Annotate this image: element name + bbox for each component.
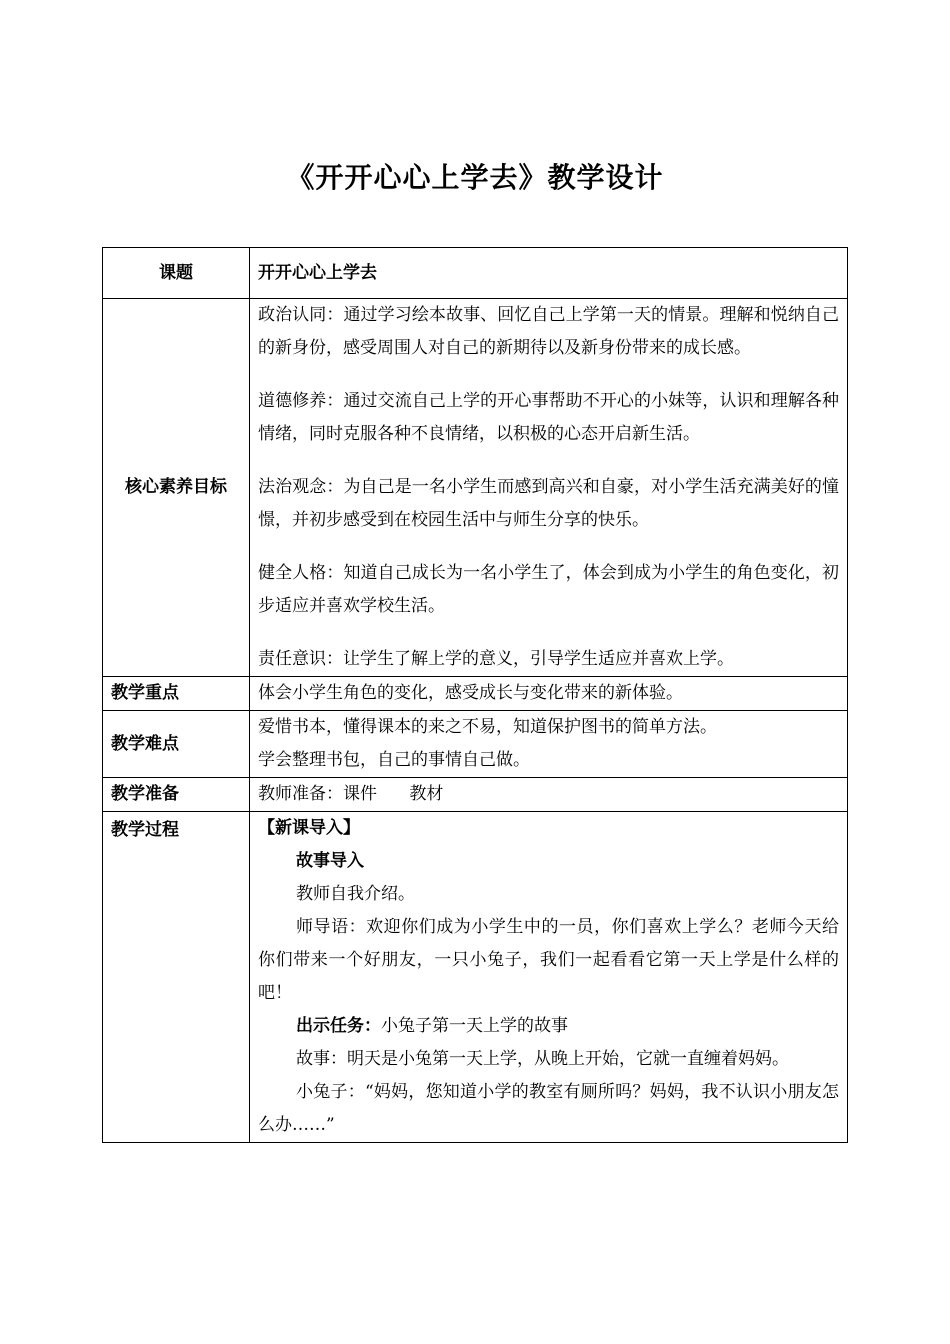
task-text: 小兔子第一天上学的故事	[381, 1016, 568, 1036]
key-points-label: 教学重点	[103, 677, 250, 711]
preparation-value: 教师准备：课件 教材	[250, 778, 848, 812]
table-row-process	[103, 812, 848, 1143]
sub-heading: 故事导入	[296, 851, 364, 871]
goal-political: 政治认同：通过学习绘本故事、回忆自己上学第一天的情景。理解和悦纳自己的新身份，感受周围人对自己的新期待以及新身份带来的成长感。	[258, 305, 839, 358]
guide-line: 师导语：欢迎你们成为小学生中的一员，你们喜欢上学么？老师今天给你们带来一个好朋友，一只小兔子，我们一起看看它第一天上学是什么样的吧！	[258, 917, 839, 1003]
goals-content	[250, 299, 848, 677]
story-line: 故事：明天是小兔第一天上学，从晚上开始，它就一直缠着妈妈。	[296, 1049, 789, 1069]
goal-responsibility: 责任意识：让学生了解上学的意义，引导学生适应并喜欢上学。	[258, 649, 734, 669]
task-line	[258, 1010, 839, 1043]
topic-value: 开开心心上学去	[250, 248, 848, 299]
lesson-plan-table	[102, 247, 848, 1143]
goal-personality: 健全人格：知道自己成长为一名小学生了，体会到成为小学生的角色变化，初步适应并喜欢学校生活。	[258, 563, 839, 616]
process-label: 教学过程	[103, 812, 250, 1143]
preparation-label: 教学准备	[103, 778, 250, 812]
difficulties-content	[250, 711, 848, 778]
goal-law: 法治观念：为自己是一名小学生而感到高兴和自豪，对小学生活充满美好的憧憬，并初步感受到在校园生活中与师生分享的快乐。	[258, 477, 839, 530]
rabbit-quote: 小兔子：“妈妈，您知道小学的教室有厕所吗？妈妈，我不认识小朋友怎么办……”	[258, 1082, 839, 1135]
table-row-key-points	[103, 677, 848, 711]
table-row-difficulties	[103, 711, 848, 778]
goal-moral: 道德修养：通过交流自己上学的开心事帮助不开心的小妹等，认识和理解各种情绪，同时克服各种不良情绪，以积极的心态开启新生活。	[258, 391, 839, 444]
difficulty-line: 学会整理书包，自己的事情自己做。	[258, 750, 530, 770]
difficulty-line: 爱惜书本，懂得课本的来之不易，知道保护图书的简单方法。	[258, 717, 717, 737]
task-label: 出示任务：	[296, 1016, 381, 1036]
intro-line: 教师自我介绍。	[296, 884, 415, 904]
table-row-preparation	[103, 778, 848, 812]
difficulties-label: 教学难点	[103, 711, 250, 778]
goals-label: 核心素养目标	[103, 299, 250, 677]
section-heading: 【新课导入】	[258, 818, 360, 838]
topic-label: 课题	[103, 248, 250, 299]
process-content	[250, 812, 848, 1143]
table-row-topic	[103, 248, 848, 299]
document-title: 《开开心心上学去》教学设计	[286, 161, 664, 194]
table-row-goals	[103, 299, 848, 677]
key-points-value: 体会小学生角色的变化，感受成长与变化带来的新体验。	[250, 677, 848, 711]
